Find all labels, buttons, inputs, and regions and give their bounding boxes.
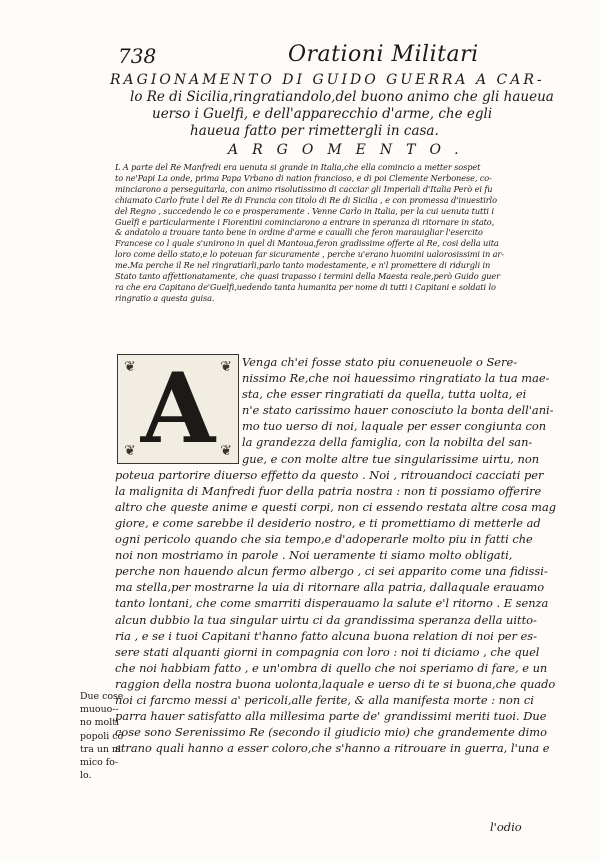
body-line: n'e stato carissimo hauer conosciuto la bonta dell'ani- bbox=[242, 403, 554, 418]
argument-line: L A parte del Re Manfredi era uenuta si grande in Italia,che ella comincio a metter sospet bbox=[115, 162, 481, 172]
body-line: raggion della nostra buona uolonta,laquale e uerso di te si buona,che quado bbox=[115, 676, 556, 691]
body-line: la malignita di Manfredi fuor della patria nostra : non ti possiamo offerire bbox=[115, 483, 542, 498]
argument-line: me.Ma perche il Re nel ringratiarli,parlo tanto modestamente, e n'l promettere di ridurgli in bbox=[115, 260, 491, 271]
argument-line: & andatolo a trouare tanto bene in ordine d'arme e caualli che feron marauigliar l'esercito bbox=[115, 227, 483, 238]
body-line: strano quali hanno a esser coloro,che s'hanno a ritrouare in guerra, l'una e bbox=[115, 741, 550, 756]
marginal-line: Due cose bbox=[80, 691, 124, 702]
running-title: Orationi Militari bbox=[288, 42, 479, 67]
body-line: parra hauer satisfatto alla millesima parte de' grandissimi meriti tuoi. Due bbox=[115, 709, 547, 724]
body-line: tanto lontani, che come smarriti disperauamo la salute e'l ritorno . E senza bbox=[115, 596, 549, 611]
body-line: mo tuo uerso di noi, laquale per esser congiunta con bbox=[242, 419, 547, 434]
ornament-icon: ❦ bbox=[124, 359, 136, 375]
argument-summary bbox=[115, 162, 580, 304]
title-line: uerso i Guelfi, e dell'apparecchio d'arme, che egli bbox=[152, 106, 493, 122]
marginal-line: muouo-- bbox=[80, 704, 119, 716]
body-line: giore, e come sarebbe il desiderio nostro, e ti promettiamo di metterle ad bbox=[115, 515, 541, 530]
body-line: Venga ch'ei fosse stato piu conueneuole o Sere- bbox=[242, 355, 518, 369]
drop-cap-letter: A bbox=[140, 352, 216, 465]
argument-line: ringratio a questa guisa. bbox=[115, 292, 215, 303]
ornament-icon: ❦ bbox=[124, 443, 136, 459]
body-line: la grandezza della famiglia, con la nobilta del san- bbox=[242, 435, 533, 450]
body-line: sere stati alquanti giorni in compagnia con loro : noi ti diciamo , che quel bbox=[115, 644, 540, 659]
argument-heading: ARGOMENTO. bbox=[228, 142, 473, 158]
argument-line: Guelfi e particularmente i Fiorentini cominciarono a entrare in speranza di ritornare in stato, bbox=[115, 216, 495, 227]
body-line: poteua partorire diuerso effetto da questo . Noi , ritrouandoci cacciati per bbox=[115, 467, 544, 482]
argument-line: chiamato Carlo frate l del Re di Francia con titolo di Re di Sicilia , e con promessa d'inuestirlo bbox=[115, 194, 497, 205]
body-line: ogni pericolo quando che sia tempo,e d'adoperarle molto piu in fatti che bbox=[115, 532, 533, 547]
body-line: altro che queste anime e questi corpi, non ci essendo restata altre cosa mag bbox=[115, 499, 557, 514]
page-header bbox=[118, 38, 558, 68]
catchword: l'odio bbox=[490, 820, 522, 834]
body-line: ria , e se i tuoi Capitani t'hanno fatto alcuna buona relation di noi per es- bbox=[115, 628, 537, 643]
title-line: RAGIONAMENTO DI GUIDO GUERRA A CAR- bbox=[110, 72, 545, 88]
body-line: noi ci farcmo messi a' pericoli,alle ferite, & alla manifesta morte : non ci bbox=[115, 692, 534, 707]
body-line: nissimo Re,che noi hauessimo ringratiato la tua mae- bbox=[242, 371, 550, 386]
body-line: sta, che esser ringratiati da quella, tutta uolta, ei bbox=[242, 387, 527, 402]
body-line: cose sono Serenissimo Re (secondo il giudicio mio) che grandemente dimo bbox=[115, 725, 547, 740]
marginal-line: tra un ni bbox=[80, 743, 121, 755]
page-number: 738 bbox=[118, 44, 157, 68]
ornament-icon: ❦ bbox=[220, 359, 232, 375]
decorated-initial bbox=[117, 354, 239, 464]
body-line: alcun dubbio la tua singular uirtu ci da grandissima speranza della uitto- bbox=[115, 612, 537, 627]
body-line: gue, e con molte altre tue singularissime uirtu, non bbox=[242, 451, 540, 466]
body-line: ma stella,per mostrarne la uia di ritornare alla patria, dallaquale erauamo bbox=[115, 580, 545, 595]
title-line: haueua fatto per rimettergli in casa. bbox=[190, 123, 439, 139]
oration-title bbox=[110, 72, 580, 140]
argument-line: Francese co l quale s'unirono in quel di Mantoua,feron gradissime offerte al Re, cosi della uita bbox=[115, 238, 499, 249]
argument-line: ra che era Capitano de'Guelfi,uedendo tanta humanita per nome di tutti i Capitani e soldati lo bbox=[115, 281, 496, 292]
marginal-line: lo. bbox=[80, 770, 92, 782]
marginal-note bbox=[80, 690, 130, 782]
title-line: lo Re di Sicilia,ringratiandolo,del buono animo che gli haueua bbox=[130, 89, 554, 105]
marginal-line: no molti bbox=[80, 717, 119, 729]
argument-line: del Regno , succedendo le co e prosperamente . Venne Carlo in Italia, per la cui uenuta tutti i bbox=[115, 205, 494, 216]
argument-line: Stato tanto affettionatamente, che quasi trapasso i termini della Maesta reale,però Guido guer bbox=[115, 271, 500, 282]
body-line: perche non hauendo alcun fermo albergo , ci sei apparito come una fidissi- bbox=[115, 564, 548, 579]
argument-line: loro come dello stato,e lo poteuan far sicuramente , perche u'erano huomini ualorosissimi in ar- bbox=[115, 249, 504, 260]
ornament-icon: ❦ bbox=[220, 443, 232, 459]
marginal-line: mico fo- bbox=[80, 757, 119, 769]
body-line: che noi habbiam fatto , e un'ombra di quello che noi speriamo di fare, e un bbox=[115, 660, 548, 675]
body-line: noi non mostriamo in parole . Noi ueramente ti siamo molto obligati, bbox=[115, 548, 513, 563]
marginal-line: popoli cō bbox=[80, 730, 124, 742]
argument-line: to ne'Papi La onde, prima Papa Vrbano di nation francioso, e di poi Clemente Nerbonese, co- bbox=[115, 172, 492, 183]
argument-line: minciarono a perseguitarla, con animo risolutissimo di cacciar gli Imperiali d'Italia Però ei fu bbox=[115, 183, 493, 194]
